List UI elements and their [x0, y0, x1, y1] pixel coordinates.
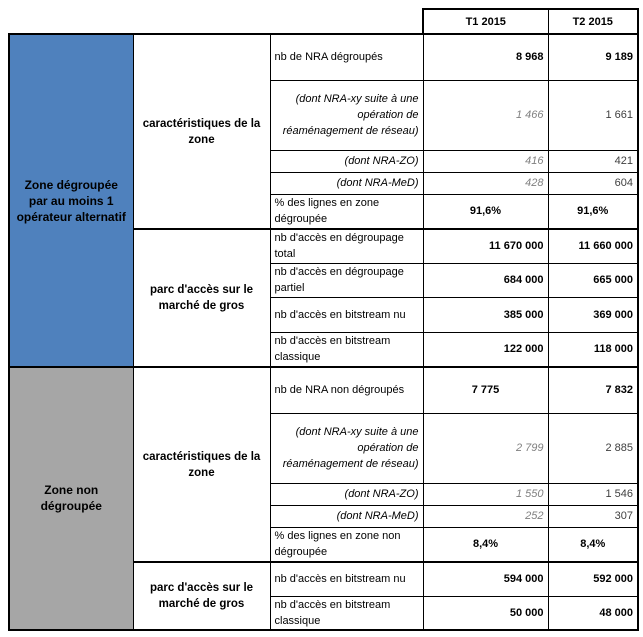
row-t2: 8,4% — [548, 527, 638, 562]
row-label: (dont NRA-ZO) — [270, 483, 423, 505]
row-t1: 91,6% — [423, 194, 548, 229]
row-t1: 50 000 — [423, 596, 548, 630]
row-t1: 594 000 — [423, 562, 548, 596]
row-t2: 118 000 — [548, 332, 638, 367]
row-t2: 9 189 — [548, 34, 638, 80]
row-t2: 48 000 — [548, 596, 638, 630]
row-t1: 385 000 — [423, 297, 548, 332]
row-t1: 428 — [423, 172, 548, 194]
header-t2: T2 2015 — [548, 9, 638, 34]
row-label: nb d'accès en dégroupage partiel — [270, 263, 423, 297]
parc-acces-label: parc d'accès sur le marché de gros — [133, 229, 270, 367]
row-label: nb d'accès en bitstream nu — [270, 297, 423, 332]
row-label: (dont NRA-MeD) — [270, 505, 423, 527]
row-label: nb de NRA dégroupés — [270, 34, 423, 80]
row-t1: 1 466 — [423, 80, 548, 150]
row-label: (dont NRA-xy suite à une opération de réaménagement de réseau) — [270, 413, 423, 483]
header-blank — [9, 9, 133, 34]
row-t1: 8 968 — [423, 34, 548, 80]
parc-acces-label: parc d'accès sur le marché de gros — [133, 562, 270, 630]
row-label: (dont NRA-xy suite à une opération de réaménagement de réseau) — [270, 80, 423, 150]
zone-degroupee-label: Zone dégroupée par au moins 1 opérateur alternatif — [9, 34, 133, 367]
row-t2: 11 660 000 — [548, 229, 638, 263]
table-row — [9, 367, 638, 413]
row-t1: 122 000 — [423, 332, 548, 367]
header-row — [9, 9, 638, 34]
row-t2: 604 — [548, 172, 638, 194]
row-t1: 7 775 — [423, 367, 548, 413]
row-t1: 684 000 — [423, 263, 548, 297]
row-t2: 592 000 — [548, 562, 638, 596]
row-t2: 421 — [548, 150, 638, 172]
row-label: (dont NRA-MeD) — [270, 172, 423, 194]
row-label: % des lignes en zone non dégroupée — [270, 527, 423, 562]
row-label: nb d'accès en bitstream classique — [270, 596, 423, 630]
row-t2: 665 000 — [548, 263, 638, 297]
row-t2: 369 000 — [548, 297, 638, 332]
row-label: nb d'accès en bitstream classique — [270, 332, 423, 367]
row-t1: 1 550 — [423, 483, 548, 505]
row-label: nb d'accès en dégroupage total — [270, 229, 423, 263]
row-label: % des lignes en zone dégroupée — [270, 194, 423, 229]
row-t1: 252 — [423, 505, 548, 527]
row-t2: 307 — [548, 505, 638, 527]
row-t2: 91,6% — [548, 194, 638, 229]
row-t1: 2 799 — [423, 413, 548, 483]
row-t2: 1 546 — [548, 483, 638, 505]
row-t2: 1 661 — [548, 80, 638, 150]
header-t1: T1 2015 — [423, 9, 548, 34]
row-label: nb d'accès en bitstream nu — [270, 562, 423, 596]
row-t1: 416 — [423, 150, 548, 172]
caracteristiques-label: caractéristiques de la zone — [133, 367, 270, 562]
table-row — [9, 34, 638, 80]
row-label: (dont NRA-ZO) — [270, 150, 423, 172]
row-label: nb de NRA non dégroupés — [270, 367, 423, 413]
data-table — [8, 8, 639, 631]
row-t2: 2 885 — [548, 413, 638, 483]
row-t2: 7 832 — [548, 367, 638, 413]
row-t1: 11 670 000 — [423, 229, 548, 263]
row-t1: 8,4% — [423, 527, 548, 562]
caracteristiques-label: caractéristiques de la zone — [133, 34, 270, 229]
zone-non-degroupee-label: Zone non dégroupée — [9, 367, 133, 630]
